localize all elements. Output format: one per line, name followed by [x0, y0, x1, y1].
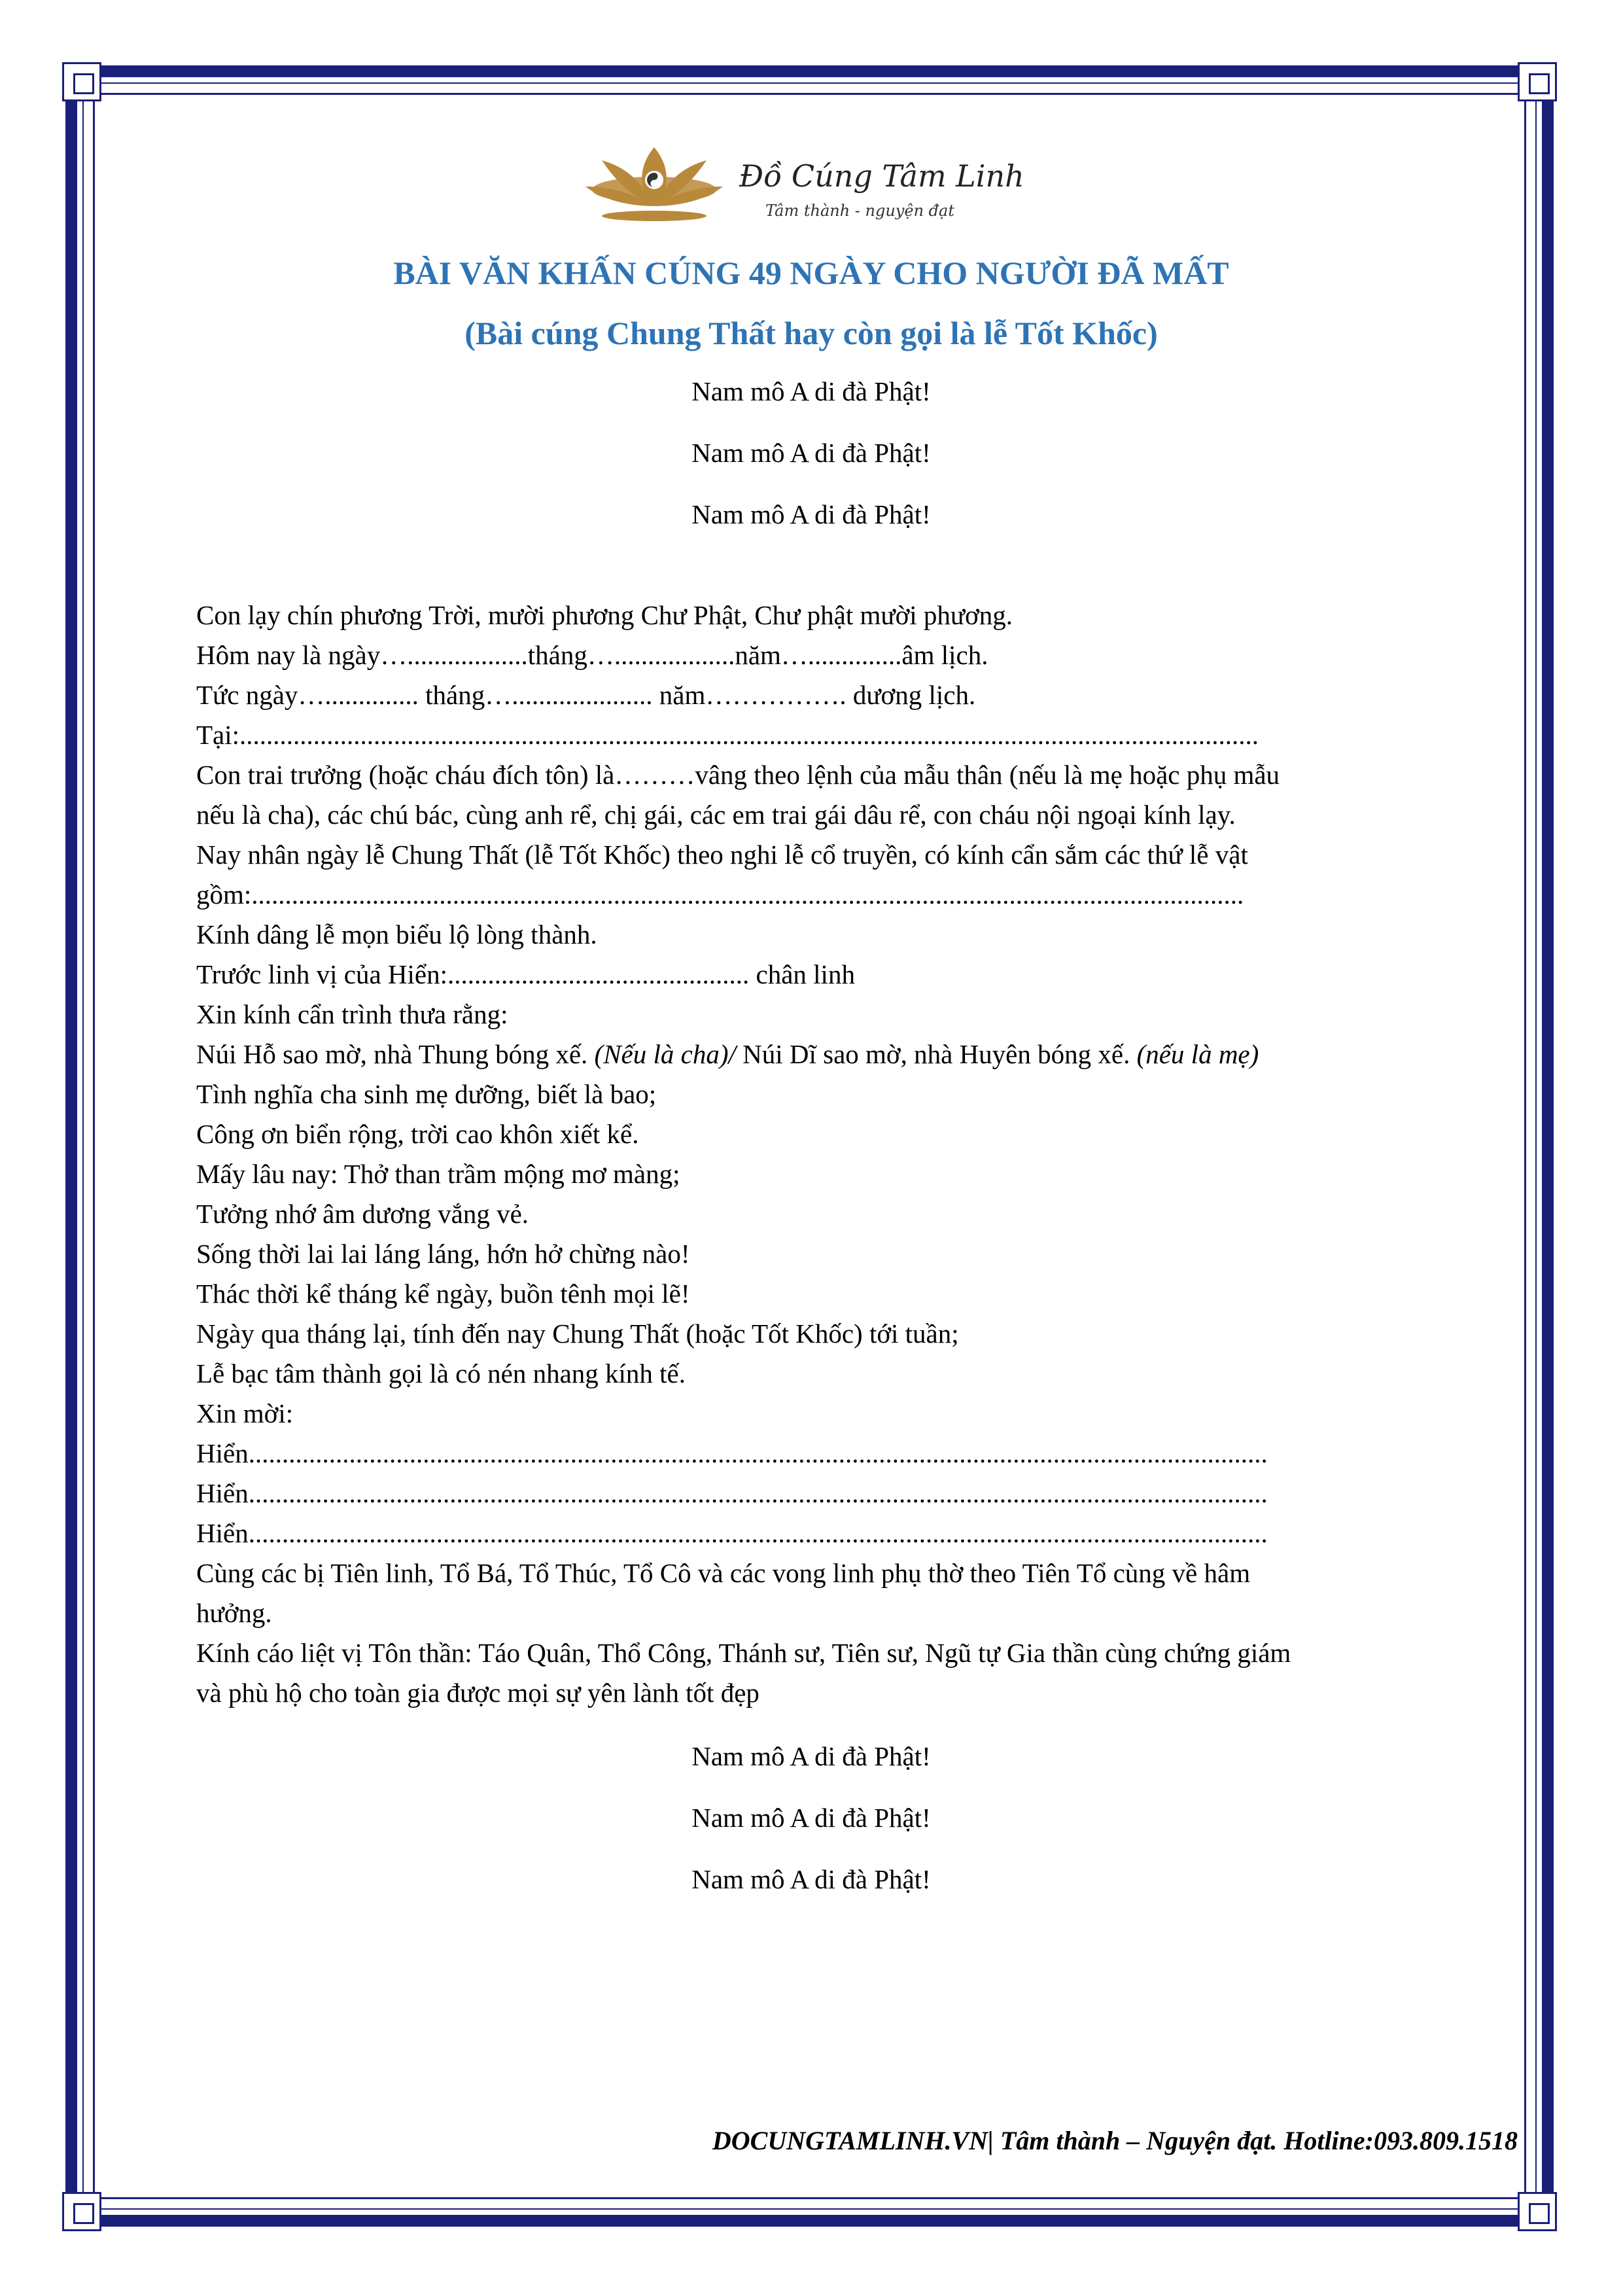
svg-text:Đồ Cúng Tâm Linh: Đồ Cúng Tâm Linh [739, 158, 1024, 194]
nui-mother-note: (nếu là mẹ) [1136, 1039, 1259, 1069]
prayer-line: gồm:.................................................................................................................................................... [196, 879, 1244, 910]
nui-father-text: Núi Hỗ sao mờ, nhà Thung bóng xế. [196, 1039, 595, 1069]
prayer-line: và phù hộ cho toàn gia được mọi sự yên lành tốt đẹp [196, 1678, 759, 1708]
prayer-line: Hôm nay là ngày…..................tháng…..................năm…..............âm lịch. [196, 640, 988, 670]
prayer-line: Tưởng nhớ âm dương vắng vẻ. [196, 1199, 529, 1229]
document-subtitle: (Bài cúng Chung Thất hay còn gọi là lễ Tốt Khốc) [464, 315, 1158, 351]
prayer-line: Xin kính cẩn trình thưa rằng: [196, 999, 508, 1029]
border-corner-ornament [1518, 2192, 1557, 2231]
prayer-line: Tình nghĩa cha sinh mẹ dưỡng, biết là bao; [196, 1079, 657, 1109]
nui-father-note: (Nếu là cha)/ [594, 1039, 736, 1069]
prayer-line: Tức ngày….............. tháng…..................... năm……………. dương lịch. [196, 680, 976, 710]
prayer-line: hưởng. [196, 1598, 272, 1628]
prayer-body [196, 595, 1439, 1713]
prayer-line: Xin mời: [196, 1398, 294, 1428]
prayer-line: Tại:........................................................................................................................................................ [196, 720, 1259, 750]
prayer-line: Kính cáo liệt vị Tôn thần: Táo Quân, Thổ Công, Thánh sư, Tiên sư, Ngũ tự Gia thần cùng chứng giám [196, 1638, 1291, 1668]
prayer-line: Công ơn biển rộng, trời cao khôn xiết kể. [196, 1119, 639, 1149]
invocation-line: Nam mô A di đà Phật! [691, 1741, 931, 1771]
prayer-line: nếu là cha), các chú bác, cùng anh rể, chị gái, các em trai gái dâu rể, con cháu nội ngoại kính lạy. [196, 800, 1236, 830]
border-corner-ornament [62, 2192, 101, 2231]
invocation-line: Nam mô A di đà Phật! [691, 499, 931, 529]
prayer-line: Kính dâng lễ mọn biểu lộ lòng thành. [196, 919, 597, 949]
prayer-line-nui [196, 1034, 1439, 1074]
prayer-line: Mấy lâu nay: Thở than trầm mộng mơ màng; [196, 1159, 680, 1189]
prayer-line: Nay nhân ngày lễ Chung Thất (lễ Tốt Khốc) theo nghi lễ cổ truyền, có kính cẩn sắm các thứ lễ vật [196, 839, 1248, 870]
invocation-line: Nam mô A di đà Phật! [691, 376, 931, 406]
invocation-line: Nam mô A di đà Phật! [691, 1803, 931, 1833]
prayer-line: Hiển........................................................................................................................................................ [196, 1518, 1268, 1548]
border-corner-ornament [1518, 62, 1557, 101]
prayer-line: Thác thời kể tháng kể ngày, buồn tênh mọi lẽ! [196, 1279, 690, 1309]
prayer-line: Cùng các bị Tiên linh, Tổ Bá, Tổ Thúc, Tổ Cô và các vong linh phụ thờ theo Tiên Tổ cùng về hâm [196, 1558, 1251, 1588]
invocation-line: Nam mô A di đà Phật! [691, 438, 931, 468]
svg-text:Tâm thành - nguyện đạt: Tâm thành - nguyện đạt [765, 202, 954, 220]
prayer-line: Lễ bạc tâm thành gọi là có nén nhang kính tế. [196, 1358, 686, 1388]
prayer-line: Ngày qua tháng lại, tính đến nay Chung Thất (hoặc Tốt Khốc) tới tuần; [196, 1318, 959, 1349]
brand-logo [576, 134, 1024, 232]
prayer-line: Con lạy chín phương Trời, mười phương Chư Phật, Chư phật mười phương. [196, 600, 1013, 630]
prayer-line: Hiển........................................................................................................................................................ [196, 1478, 1268, 1508]
lotus-logo-icon [576, 134, 1024, 232]
prayer-line: Sống thời lai lai láng láng, hớn hở chừng nào! [196, 1239, 690, 1269]
prayer-line: Hiển........................................................................................................................................................ [196, 1438, 1268, 1468]
footer-contact: DOCUNGTAMLINH.VN| Tâm thành – Nguyện đạt. Hotline:093.809.1518 [712, 2126, 1518, 2155]
nui-mother-text: Núi Dĩ sao mờ, nhà Huyên bóng xế. [735, 1039, 1137, 1069]
prayer-line: Trước linh vị của Hiển:............................................. chân linh [196, 959, 855, 989]
prayer-line: Con trai trưởng (hoặc cháu đích tôn) là………vâng theo lệnh của mẫu thân (nếu là mẹ hoặc phụ mẫu [196, 760, 1280, 790]
border-corner-ornament [62, 62, 101, 101]
document-title: BÀI VĂN KHẤN CÚNG 49 NGÀY CHO NGƯỜI ĐÃ MẤT [393, 255, 1229, 291]
invocation-line: Nam mô A di đà Phật! [691, 1864, 931, 1894]
